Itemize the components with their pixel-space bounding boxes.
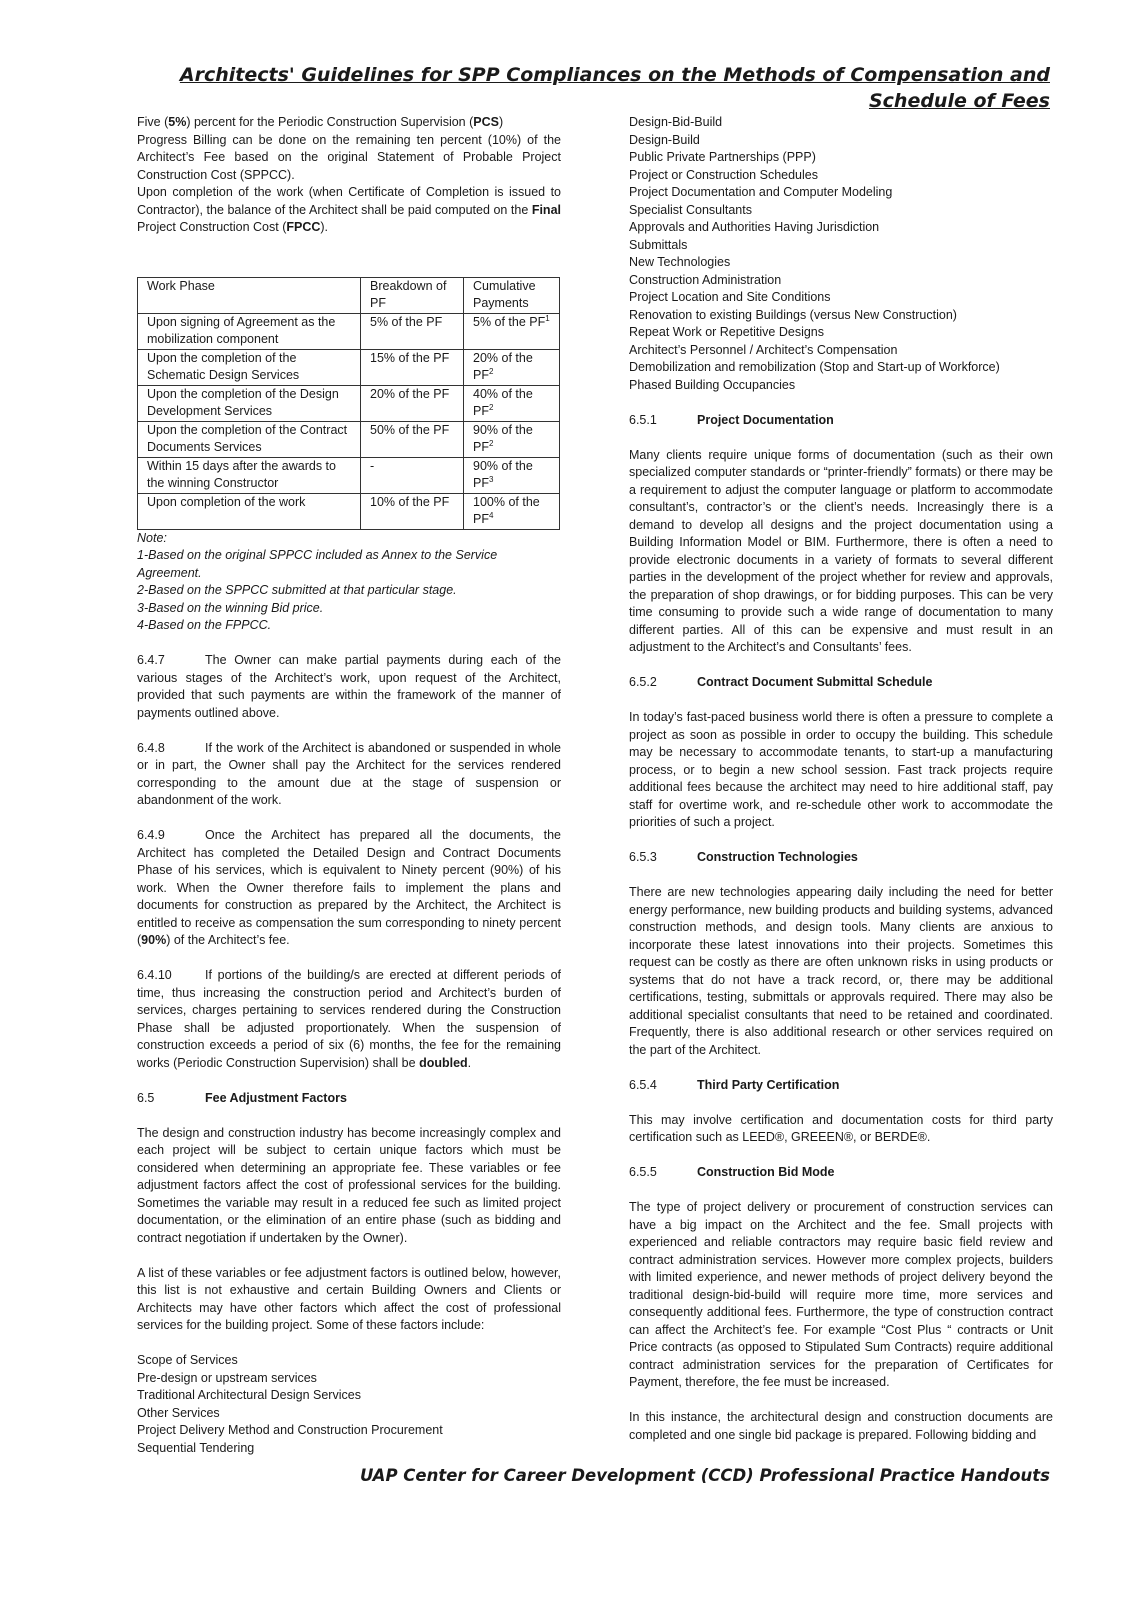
table-cell-cumulative: 40% of the $PF^2$ bbox=[464, 385, 560, 421]
table-cell-cumulative: 100% of the $PF^4$ bbox=[464, 493, 560, 529]
table-cell-breakdown: 5% of the PF bbox=[361, 313, 464, 349]
table-cell-phase: Upon the completion of the Design Development Services bbox=[138, 385, 361, 421]
factors-list-left bbox=[137, 1352, 561, 1457]
table-row bbox=[138, 313, 560, 349]
table-row bbox=[138, 421, 560, 457]
header-title-line-1: Architects' Guidelines for SPP Compliances on the Methods of Compensation and bbox=[179, 64, 1050, 86]
note-item: 2-Based on the SPPCC submitted at that particular stage. bbox=[137, 583, 457, 597]
list-item: Project Documentation and Computer Modeling bbox=[629, 185, 893, 199]
list-item: Submittals bbox=[629, 237, 688, 252]
table-cell-phase: Upon completion of the work bbox=[138, 493, 361, 529]
table-header-cell: Breakdown of PF bbox=[361, 277, 464, 313]
table-header-row bbox=[138, 277, 560, 313]
note-item: 4-Based on the FPPCC. bbox=[137, 618, 272, 632]
paragraph-6-5-a: The design and construction industry has become increasingly complex and each project will be subject to certain unique factors which must be considered when determining an appropriate fee. These variables or fee adjustment factors affect the cost of professional services for the building. Sometimes the variable may result in a reduced fee such as limited project documentation, or the elimination of an entire phase (such as bidding and contract negotiation if undertaken by the Owner). bbox=[137, 1125, 561, 1245]
note-item: 1-Based on the original SPPCC included as Annex to the Service Agreement. bbox=[137, 548, 498, 580]
left-column bbox=[137, 114, 561, 1457]
section-heading-6-5-5: 6.5.5 Construction Bid Mode bbox=[629, 1165, 835, 1179]
list-item: Design-Build bbox=[629, 132, 700, 147]
section-heading-6-5: 6.5 Fee Adjustment Factors bbox=[137, 1090, 347, 1105]
paragraph-6-4-10: 6.4.10 If portions of the building/s are erected at different periods of time, thus increasing the construction period and Architect’s burden of services, charges pertaining to services rendered during the Construction Phase shall be adjusted proportionately. When the suspension of construction exceeds a period of six (6) months, the fee for the remaining works (Periodic Construction Supervision) shall be doubled. bbox=[137, 968, 561, 1070]
table-row bbox=[138, 385, 560, 421]
section-heading-6-5-3: 6.5.3 Construction Technologies bbox=[629, 850, 858, 864]
paragraph-6-4-7: 6.4.7 The Owner can make partial payments during each of the various stages of the Architect’s work, upon request of the Architect, provided that such payments are within the framework of the manner of payments outlined above. bbox=[137, 653, 561, 720]
section-heading-6-5-4: 6.5.4 Third Party Certification bbox=[629, 1077, 840, 1092]
table-cell-phase: Upon the completion of the Schematic Design Services bbox=[138, 349, 361, 385]
paragraph-6-5-2: In today’s fast-paced business world there is often a pressure to complete a project as soon as possible in order to occupy the building. This schedule may be necessary to accommodate tenants, to start-up a manufacturing process, or to begin a new school session. Fast track projects require additional fees because the architect may need to hire additional staff, pay staff for overtime work, and re-schedule other work to accommodate the priorities of such a project. bbox=[629, 710, 1053, 829]
table-cell-breakdown: 50% of the PF bbox=[361, 421, 464, 457]
table-cell-phase: Upon signing of Agreement as the mobilization component bbox=[138, 313, 361, 349]
intro-completion: Upon completion of the work (when Certificate of Completion is issued to Contractor), the balance of the Architect shall be paid computed on the Final Project Construction Cost (FPCC). bbox=[137, 185, 561, 234]
right-column bbox=[629, 114, 1053, 1444]
list-item: Renovation to existing Buildings (versus New Construction) bbox=[629, 307, 957, 322]
paragraph-6-5-3: There are new technologies appearing daily including the need for better energy performance, new building products and building systems, advanced construction methods, and design tools. Many clients are anxious to incorporate these latest innovations into their projects. Sometimes this request can be costly as there are often unknown risks in using products or systems that do not have a track record, or, there may be additional certifications, testing, submittals or approvals required. There may also be additional specialist consultants that need to be retained and coordinated. Frequently, there is also additional research or other services required on the part of the Architect. bbox=[629, 885, 1053, 1057]
list-item: Design-Bid-Build bbox=[629, 115, 723, 129]
table-header-cell: Work Phase bbox=[138, 277, 361, 313]
section-heading-6-5-1: 6.5.1 Project Documentation bbox=[629, 412, 834, 427]
table-row bbox=[138, 457, 560, 493]
list-item: Project Location and Site Conditions bbox=[629, 290, 831, 304]
paragraph-6-5-5-b: In this instance, the architectural design and construction documents are completed and one single bid package is prepared. Following bidding and bbox=[629, 1410, 1053, 1442]
page-header-title bbox=[170, 62, 1050, 114]
clause-number: 6.4.10 bbox=[137, 968, 172, 982]
intro-progress-billing: Progress Billing can be done on the remaining ten percent (10%) of the Architect’s Fee based on the original Statement of Probable Project Construction Cost (SPPCC). bbox=[137, 132, 561, 182]
table-notes bbox=[137, 530, 561, 635]
list-item: Approvals and Authorities Having Jurisdiction bbox=[629, 220, 880, 234]
list-item: Pre-design or upstream services bbox=[137, 1370, 317, 1385]
list-item: Scope of Services bbox=[137, 1353, 238, 1367]
page-footer-title: UAP Center for Career Development (CCD) Professional Practice Handouts bbox=[360, 1466, 1050, 1485]
clause-number: 6.4.9 bbox=[137, 828, 165, 842]
paragraph-6-5-5-a: The type of project delivery or procurement of construction services can have a big impact on the Architect and the fee. Small projects with experienced and reliable contractors may require basic field review and contract administration services. However more complex projects, builders with limited experience, and newer methods of project delivery beyond the traditional design-bid-build will require more time, more services and consequently additional fees. Furthermore, the type of construction contract can affect the Architect’s fee. For example “Cost Plus “ contracts or Unit Price contracts (as opposed to Stipulated Sum Contracts) require additional contract administration services for the preparation of Certificates for Payment, therefore, the fee must be increased. bbox=[629, 1200, 1053, 1389]
note-heading: Note: bbox=[137, 530, 167, 545]
table-row bbox=[138, 493, 560, 529]
table-row bbox=[138, 349, 560, 385]
payment-schedule-table bbox=[137, 277, 560, 530]
paragraph-6-5-1: Many clients require unique forms of documentation (such as their own specialized computer standards or “printer-friendly” formats) or there may be a requirement to adjust the computer language or platform to accommodate consultant’s, contractor’s or the client’s needs. Increasingly there is a demand to develop all designs and the project documentation using a Building Information Model or BIM. Furthermore, there is often a need to provide electronic documents in a variety of formats to several different parties in the development of the project whether for review and approvals, the preparation of shop drawings, or for bidding purposes. This can be very time consuming to provide such a wide range of documentation to many different parties. All of this can be expensive and must result in an adjustment to the Architect’s and Consultants’ fees. bbox=[629, 447, 1053, 654]
list-item: Public Private Partnerships (PPP) bbox=[629, 150, 816, 164]
list-item: Phased Building Occupancies bbox=[629, 377, 796, 392]
list-item: New Technologies bbox=[629, 255, 731, 269]
table-cell-cumulative: 20% of the $PF^2$ bbox=[464, 349, 560, 385]
list-item: Sequential Tendering bbox=[137, 1440, 255, 1455]
section-heading-6-5-2: 6.5.2 Contract Document Submittal Schedule bbox=[629, 675, 933, 689]
table-header-cell: Cumulative Payments bbox=[464, 277, 560, 313]
header-title-line-2: Schedule of Fees bbox=[868, 90, 1050, 112]
list-item: Architect’s Personnel / Architect’s Compensation bbox=[629, 342, 898, 357]
paragraph-6-5-4: This may involve certification and documentation costs for third party certification such as LEED®, GREEEN®, or BERDE®. bbox=[629, 1112, 1053, 1144]
list-item: Specialist Consultants bbox=[629, 202, 752, 217]
list-item: Construction Administration bbox=[629, 272, 782, 287]
paragraph-6-4-8: 6.4.8 If the work of the Architect is abandoned or suspended in whole or in part, the Owner shall pay the Architect for the services rendered corresponding to the amount due at the stage of suspension or abandonment of the work. bbox=[137, 740, 561, 807]
list-item: Demobilization and remobilization (Stop and Start-up of Workforce) bbox=[629, 360, 1000, 374]
list-item: Project Delivery Method and Construction Procurement bbox=[137, 1423, 443, 1437]
clause-number: 6.4.8 bbox=[137, 740, 165, 755]
intro-pcs: Five (5%) percent for the Periodic Construction Supervision (PCS) bbox=[137, 115, 504, 129]
list-item: Traditional Architectural Design Services bbox=[137, 1388, 361, 1402]
list-item: Other Services bbox=[137, 1405, 220, 1420]
table-cell-cumulative: 90% of the $PF^2$ bbox=[464, 421, 560, 457]
table-cell-breakdown: 20% of the PF bbox=[361, 385, 464, 421]
note-item: 3-Based on the winning Bid price. bbox=[137, 600, 324, 615]
table-cell-breakdown: 15% of the PF bbox=[361, 349, 464, 385]
clause-number: 6.4.7 bbox=[137, 653, 165, 667]
paragraph-6-5-b: A list of these variables or fee adjustment factors is outlined below, however, this list is not exhaustive and certain Building Owners and Clients or Architects may have other factors which affect the cost of professional services for the building project. Some of these factors include: bbox=[137, 1265, 561, 1332]
table-cell-phase: Within 15 days after the awards to the winning Constructor bbox=[138, 457, 361, 493]
table-cell-cumulative: 5% of the $PF^1$ bbox=[464, 313, 560, 349]
table-cell-breakdown: - bbox=[361, 457, 464, 493]
factors-list-right bbox=[629, 114, 1053, 394]
list-item: Project or Construction Schedules bbox=[629, 167, 818, 182]
list-item: Repeat Work or Repetitive Designs bbox=[629, 325, 824, 339]
table-cell-breakdown: 10% of the PF bbox=[361, 493, 464, 529]
table-cell-cumulative: 90% of the $PF^3$ bbox=[464, 457, 560, 493]
table-cell-phase: Upon the completion of the Contract Documents Services bbox=[138, 421, 361, 457]
paragraph-6-4-9: 6.4.9 Once the Architect has prepared all the documents, the Architect has completed the Detailed Design and Contract Documents Phase of his services, which is equivalent to Ninety percent (90%) of his work. When the Owner therefore fails to implement the plans and documents for construction as prepared by the Architect, the Architect is entitled to receive as compensation the sum corresponding to ninety percent (90%) of the Architect’s fee. bbox=[137, 828, 561, 947]
